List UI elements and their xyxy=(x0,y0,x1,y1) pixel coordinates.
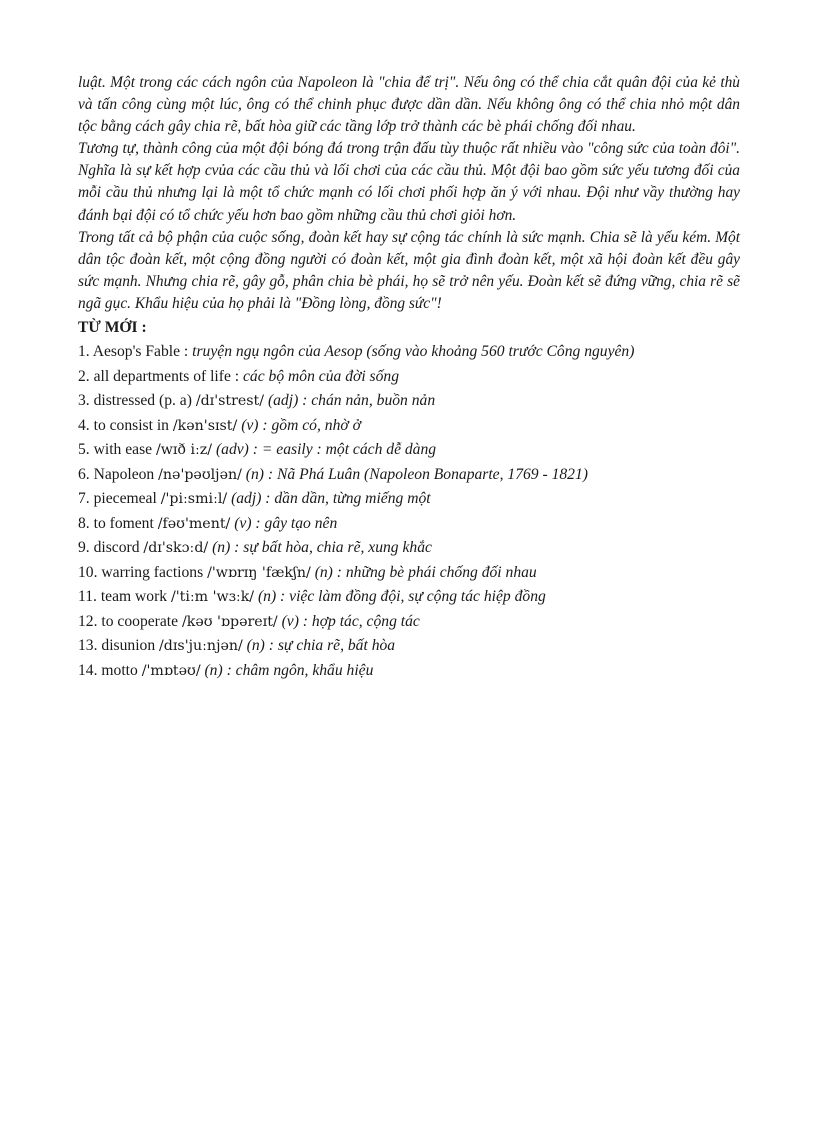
vocab-meaning: dần dần, từng miếng một xyxy=(274,490,431,508)
vocab-term: disunion xyxy=(101,637,160,655)
paragraph-football-team: Tương tự, thành công của một đội bóng đá trong trận đấu tùy thuộc rất nhiều vào "công sức của toàn đôi". Nghĩa là sự kết hợp cvủa các cầu thủ và lối chơi của các cầu thủ. Một đội bao gồm sức yếu tương đối của mỗi cầu thủ nhưng lại là một tổ chức mạnh có lối chơi phối hợp ăn ý với nhau. Đội như vầy thường hay đánh bại đội có tổ chức yếu hơn bao gồm những cầu thủ chơi giỏi hơn. xyxy=(78,140,740,224)
vocab-meaning: việc làm đồng đội, sự cộng tác hiệp đồng xyxy=(289,588,546,606)
vocab-ipa: /nə'pəʊljən/ xyxy=(158,466,242,483)
vocab-ipa: /kən'sɪst/ xyxy=(172,417,238,434)
vocab-pos: (adv) : xyxy=(212,441,262,459)
vocab-number: 2. xyxy=(78,367,90,385)
vocab-number: 4. xyxy=(78,416,90,434)
vocab-pos: (n) : xyxy=(200,661,236,679)
vocab-number: 12. xyxy=(78,612,98,630)
vocab-item xyxy=(78,389,740,414)
vocab-number: 11. xyxy=(78,588,97,606)
vocab-number: 1. xyxy=(78,343,90,361)
vocab-term: distressed (p. a) xyxy=(93,392,196,410)
vocab-pos: (n) : xyxy=(242,637,278,655)
vocab-meaning: những bè phái chống đối nhau xyxy=(345,563,537,581)
vocab-ipa: /'wɒrɪŋ 'fækʃn/ xyxy=(207,564,311,581)
vocab-term: all departments of life : xyxy=(93,367,243,385)
vocab-term: to foment xyxy=(93,514,158,532)
vocab-meaning: gồm có, nhờ ở xyxy=(271,416,361,434)
vocab-pos: (n) : xyxy=(241,465,277,483)
vocab-meaning: sự bất hòa, chia rẽ, xung khắc xyxy=(243,539,432,557)
vocab-number: 5. xyxy=(78,441,90,459)
vocab-term: team work xyxy=(100,588,171,606)
vocab-item xyxy=(78,512,740,537)
vocab-ipa: /fəʊ'ment/ xyxy=(157,515,231,532)
vocab-meaning: Nã Phá Luân (Napoleon Bonaparte, 1769 - 1821) xyxy=(276,465,588,483)
vocab-ipa: /'mɒtəʊ/ xyxy=(141,662,201,679)
vocab-pos: (v) : xyxy=(230,514,265,532)
vocab-pos: (n) : xyxy=(254,588,290,606)
vocab-number: 13. xyxy=(78,637,98,655)
vocab-list xyxy=(78,340,740,683)
page-content xyxy=(78,72,740,683)
vocab-meaning: truyện ngụ ngôn của Aesop (sống vào khoảng 560 trước Công nguyên) xyxy=(192,343,635,361)
vocab-term: piecemeal xyxy=(93,490,161,508)
vocab-pos: (n) : xyxy=(208,539,244,557)
vocab-item xyxy=(78,659,740,684)
vocab-number: 6. xyxy=(78,465,90,483)
paragraph-divide-and-rule: luật. Một trong các cách ngôn của Napoleon là "chia để trị". Nếu ông có thể chia cắt quân đội của kẻ thù và tấn công cùng một lúc, ông có thể chinh phục được dần dần. Nếu không ông có thể chia nhỏ một dân tộc bằng cách gây chia rẽ, bất hòa giữ các tầng lớp trở thành các bè phái chống đối nhau. xyxy=(78,74,740,136)
vocab-item xyxy=(78,610,740,635)
vocab-pos: (adj) : xyxy=(227,490,275,508)
vocab-meaning: châm ngôn, khẩu hiệu xyxy=(235,661,374,679)
vocab-ipa: /dɪ'skɔːd/ xyxy=(143,540,209,557)
vocab-term: warring factions xyxy=(101,563,208,581)
vocab-heading: TỪ MỚI : xyxy=(78,319,147,337)
vocab-meaning: = easily : một cách dễ dàng xyxy=(261,441,437,459)
vocab-number: 3. xyxy=(78,392,90,410)
vocab-term: to cooperate xyxy=(101,612,182,630)
vocab-ipa: /dɪs'juːnjən/ xyxy=(159,638,243,655)
vocab-ipa: /dɪ'strest/ xyxy=(195,393,265,410)
vocab-meaning: hợp tác, cộng tác xyxy=(311,612,420,630)
vocab-item xyxy=(78,463,740,488)
vocab-ipa: /'piːsmiːl/ xyxy=(160,491,228,508)
vocab-meaning: chán nản, buồn nản xyxy=(311,392,436,410)
vocab-ipa: /'tiːm 'wɜːk/ xyxy=(170,589,255,606)
vocab-pos: (adj) : xyxy=(264,392,312,410)
vocab-pos: (n) : xyxy=(310,563,346,581)
vocab-item xyxy=(78,634,740,659)
vocab-number: 7. xyxy=(78,490,90,508)
vocab-ipa: /wɪð iːz/ xyxy=(155,442,213,459)
vocab-number: 9. xyxy=(78,539,90,557)
vocab-item xyxy=(78,340,740,365)
vocab-number: 8. xyxy=(78,514,90,532)
vocab-meaning: sự chia rẽ, bất hòa xyxy=(277,637,396,655)
vocab-number: 10. xyxy=(78,563,98,581)
vocab-term: discord xyxy=(93,539,144,557)
vocab-item xyxy=(78,414,740,439)
vocab-item xyxy=(78,365,740,390)
vocab-term: with ease xyxy=(93,441,156,459)
vocab-term: motto xyxy=(101,661,142,679)
vocab-pos: (v) : xyxy=(277,612,312,630)
vocab-term: Aesop's Fable : xyxy=(92,343,193,361)
vocab-item xyxy=(78,561,740,586)
vocab-meaning: gây tạo nên xyxy=(264,514,338,532)
vocab-item xyxy=(78,438,740,463)
vocab-item xyxy=(78,585,740,610)
vocab-item xyxy=(78,487,740,512)
vocab-pos: (v) : xyxy=(237,416,272,434)
vocab-meaning: các bộ môn của đời sống xyxy=(243,367,400,385)
vocab-item xyxy=(78,536,740,561)
vocab-ipa: /kəʊ 'ɒpəreɪt/ xyxy=(181,613,278,630)
paragraph-unity-strength: Trong tất cả bộ phận của cuộc sống, đoàn kết hay sự cộng tác chính là sức mạnh. Chia sẽ là yếu kém. Một dân tộc đoàn kết, một cộng đồng người có đoàn kết, một gia đình đoàn kết, một xã hội đoàn kết đều gây sức mạnh. Nhưng chia rẽ, gây gỗ, phân chia bè phái, họ sẽ trở nên yếu. Đoàn kết sẽ đứng vững, chia rẽ sẽ ngã gục. Khẩu hiệu của họ phải là "Đồng lòng, đồng sức"! xyxy=(78,228,740,312)
vocab-term: to consist in xyxy=(93,416,173,434)
vocab-term: Napoleon xyxy=(93,465,159,483)
vocab-number: 14. xyxy=(78,661,98,679)
